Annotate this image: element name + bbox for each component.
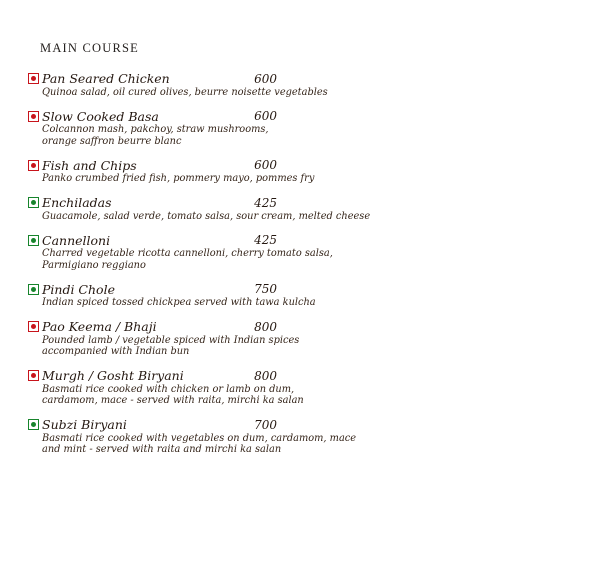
menu-item bbox=[28, 281, 316, 309]
dish-name: Murgh / Gosht Biryani bbox=[42, 368, 184, 384]
menu-item bbox=[28, 319, 300, 358]
dish-name: Fish and Chips bbox=[42, 157, 137, 173]
section-title: MAIN COURSE bbox=[40, 41, 139, 55]
dish-name: Pao Keema / Bhaji bbox=[42, 319, 157, 335]
dish-price: 600 bbox=[254, 158, 277, 173]
dish-description bbox=[28, 334, 300, 358]
dish-name: Pindi Chole bbox=[42, 281, 115, 297]
dish-price: 600 bbox=[254, 71, 277, 86]
dish-price: 425 bbox=[254, 195, 277, 210]
dish-description-line: Panko crumbed fried fish, pommery mayo, pommes fry bbox=[42, 173, 315, 184]
veg-dot-icon bbox=[31, 238, 36, 243]
nonveg-icon bbox=[28, 111, 39, 122]
dish-price: 800 bbox=[254, 319, 277, 334]
veg-icon bbox=[28, 419, 39, 430]
veg-icon bbox=[28, 197, 39, 208]
menu-item-head bbox=[28, 110, 277, 124]
dish-description-line: Quinoa salad, oil cured olives, beurre noisette vegetables bbox=[42, 86, 328, 98]
dish-price: 425 bbox=[254, 233, 277, 248]
menu-item-head bbox=[28, 196, 277, 210]
menu-item-head bbox=[28, 283, 277, 297]
dish-description bbox=[28, 383, 304, 407]
dish-description-line: cardamom, mace - served with raita, mirchi ka salan bbox=[42, 395, 304, 406]
dish-description-line: Parmigiano reggiano bbox=[42, 259, 146, 271]
dish-description bbox=[28, 248, 333, 271]
dish-name: Subzi Biryani bbox=[42, 417, 127, 433]
dish-name: Enchiladas bbox=[42, 195, 112, 211]
menu-item-head bbox=[28, 72, 277, 86]
veg-icon bbox=[28, 235, 39, 246]
menu-item bbox=[28, 71, 328, 98]
menu-item bbox=[28, 157, 315, 185]
menu-item-head bbox=[28, 320, 277, 334]
dish-name: Pan Seared Chicken bbox=[42, 71, 170, 87]
menu-list bbox=[28, 71, 371, 467]
dish-description-line: orange saffron beurre blanc bbox=[42, 135, 182, 147]
dish-description bbox=[28, 173, 315, 185]
menu-item bbox=[28, 417, 357, 456]
menu-item-head bbox=[28, 234, 277, 248]
dish-description bbox=[28, 210, 371, 223]
nonveg-icon bbox=[28, 321, 39, 332]
menu-item bbox=[28, 195, 371, 222]
dish-name: Cannelloni bbox=[42, 232, 111, 248]
dish-description-line: Colcannon mash, pakchoy, straw mushrooms, bbox=[42, 124, 269, 135]
dish-description-line: Pounded lamb / vegetable spiced with Indian spices bbox=[42, 334, 300, 346]
veg-dot-icon bbox=[31, 200, 36, 205]
veg-icon bbox=[28, 284, 39, 295]
nonveg-icon bbox=[28, 370, 39, 381]
menu-item-head bbox=[28, 369, 277, 383]
dish-price: 800 bbox=[254, 368, 277, 383]
dish-description bbox=[28, 86, 328, 99]
nonveg-dot-icon bbox=[31, 163, 36, 168]
menu-item-head bbox=[28, 418, 277, 432]
nonveg-dot-icon bbox=[31, 373, 36, 378]
menu-item bbox=[28, 232, 333, 272]
nonveg-dot-icon bbox=[31, 324, 36, 329]
nonveg-dot-icon bbox=[31, 76, 36, 81]
nonveg-icon bbox=[28, 160, 39, 171]
dish-description-line: accompanied with Indian bun bbox=[42, 346, 190, 357]
dish-price: 700 bbox=[254, 417, 277, 432]
dish-description bbox=[28, 432, 357, 456]
menu-item bbox=[28, 368, 304, 407]
menu-item-head bbox=[28, 159, 277, 173]
dish-description-line: Guacamole, salad verde, tomato salsa, sour cream, melted cheese bbox=[42, 210, 371, 222]
nonveg-dot-icon bbox=[31, 114, 36, 119]
dish-price: 750 bbox=[254, 282, 277, 297]
dish-description-line: and mint - served with raita and mirchi ka salan bbox=[42, 444, 282, 455]
dish-description bbox=[28, 297, 316, 309]
veg-dot-icon bbox=[31, 287, 36, 292]
dish-description-line: Basmati rice cooked with vegetables on dum, cardamom, mace bbox=[42, 432, 357, 444]
veg-dot-icon bbox=[31, 422, 36, 427]
dish-name: Slow Cooked Basa bbox=[42, 108, 159, 124]
nonveg-icon bbox=[28, 73, 39, 84]
dish-description-line: Charred vegetable ricotta cannelloni, cherry tomato salsa, bbox=[42, 248, 333, 259]
dish-description bbox=[28, 124, 277, 147]
dish-price: 600 bbox=[254, 109, 277, 124]
dish-description-line: Indian spiced tossed chickpea served with tawa kulcha bbox=[42, 297, 316, 308]
dish-description-line: Basmati rice cooked with chicken or lamb on dum, bbox=[42, 383, 295, 395]
menu-item bbox=[28, 110, 277, 148]
